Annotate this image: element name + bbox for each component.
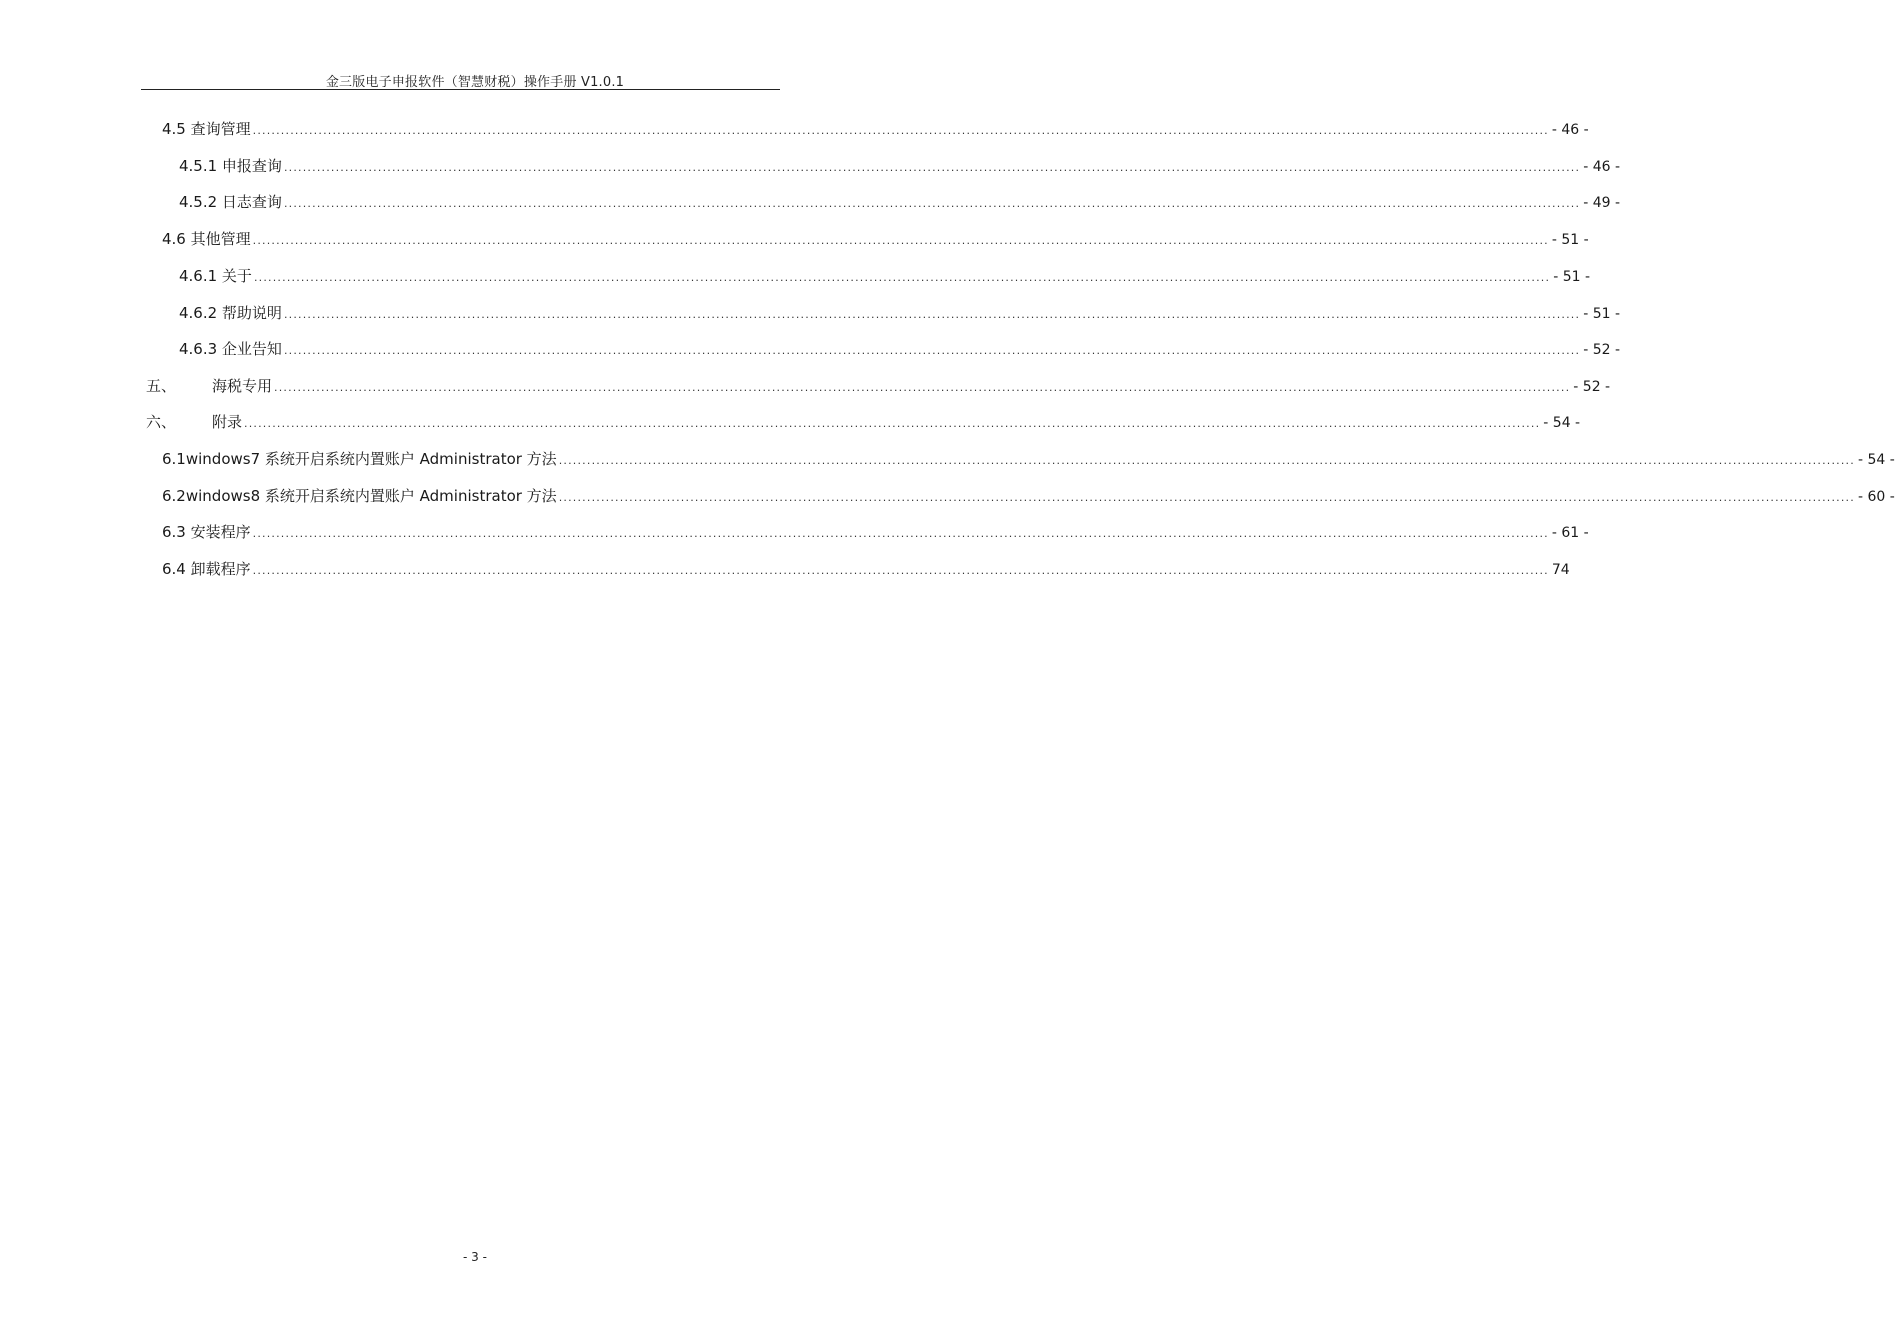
toc-dot-leader (284, 338, 1580, 364)
toc-entry-4-6-1[interactable] (0, 263, 1591, 289)
toc-entry-4-6[interactable] (0, 226, 1589, 252)
page-number: - 3 - (463, 1250, 487, 1264)
toc-entry-page: - 52 - (1583, 342, 1621, 358)
toc-entry-page: - 52 - (1573, 379, 1611, 395)
toc-entry-page: - 51 - (1583, 306, 1621, 322)
toc-entry-label: 4.6.2 帮助说明 (179, 304, 282, 322)
toc-entry-chapter-6[interactable] (0, 409, 1581, 435)
toc-dot-leader (253, 228, 1549, 254)
toc-entry-4-6-2[interactable] (0, 300, 1621, 326)
toc-entry-page: - 61 - (1551, 525, 1589, 541)
toc-entry-page: - 54 - (1857, 452, 1895, 468)
toc-entry-6-2[interactable] (0, 483, 1895, 509)
toc-chapter-number: 五、 (146, 377, 177, 395)
toc-dot-leader (254, 265, 1550, 291)
toc-entry-label: 4.6.1 关于 (179, 267, 252, 285)
header-divider (141, 89, 780, 90)
toc-entry-label: 4.6 其他管理 (162, 230, 251, 248)
toc-chapter-title: 附录 (212, 413, 243, 431)
toc-entry-page: - 46 - (1551, 122, 1589, 138)
toc-entry-6-1[interactable] (0, 446, 1895, 472)
toc-entry-label (146, 409, 242, 435)
toc-entry-6-4[interactable] (0, 556, 1570, 582)
toc-entry-4-6-3[interactable] (0, 336, 1621, 362)
toc-entry-page: - 49 - (1583, 195, 1621, 211)
toc-chapter-title: 海税专用 (212, 377, 273, 395)
toc-entry-label (146, 373, 272, 399)
toc-entry-label: 4.5 查询管理 (162, 120, 251, 138)
toc-entry-page: - 51 - (1551, 232, 1589, 248)
toc-entry-4-5-1[interactable] (0, 153, 1621, 179)
toc-chapter-number: 六、 (146, 413, 177, 431)
toc-dot-leader (253, 558, 1549, 584)
toc-entry-page: - 46 - (1583, 159, 1621, 175)
toc-entry-label: 4.6.3 企业告知 (179, 340, 282, 358)
toc-dot-leader (284, 302, 1580, 328)
toc-entry-page: 74 (1551, 562, 1570, 578)
toc-dot-leader (274, 375, 1570, 401)
toc-entry-label: 6.1windows7 系统开启系统内置账户 Administrator 方法 (162, 450, 557, 468)
running-header-title: 金三版电子申报软件（智慧财税）操作手册 V1.0.1 (325, 75, 625, 90)
toc-dot-leader (253, 118, 1549, 144)
toc-entry-4-5[interactable] (0, 116, 1589, 142)
toc-entry-chapter-5[interactable] (0, 373, 1611, 399)
toc-entry-label: 6.4 卸载程序 (162, 560, 251, 578)
toc-entry-label: 4.5.2 日志查询 (179, 193, 282, 211)
toc-entry-page: - 54 - (1543, 415, 1581, 431)
toc-dot-leader (559, 448, 1855, 474)
toc-dot-leader (559, 485, 1855, 511)
toc-dot-leader (284, 155, 1580, 181)
toc-entry-6-3[interactable] (0, 519, 1589, 545)
toc-entry-page: - 51 - (1553, 269, 1591, 285)
toc-dot-leader (244, 411, 1540, 437)
toc-dot-leader (253, 521, 1549, 547)
toc-entry-label: 6.3 安装程序 (162, 523, 251, 541)
toc-dot-leader (284, 191, 1580, 217)
toc-entry-page: - 60 - (1857, 489, 1895, 505)
toc-entry-label: 6.2windows8 系统开启系统内置账户 Administrator 方法 (162, 487, 557, 505)
toc-entry-label: 4.5.1 申报查询 (179, 157, 282, 175)
toc-entry-4-5-2[interactable] (0, 189, 1621, 215)
